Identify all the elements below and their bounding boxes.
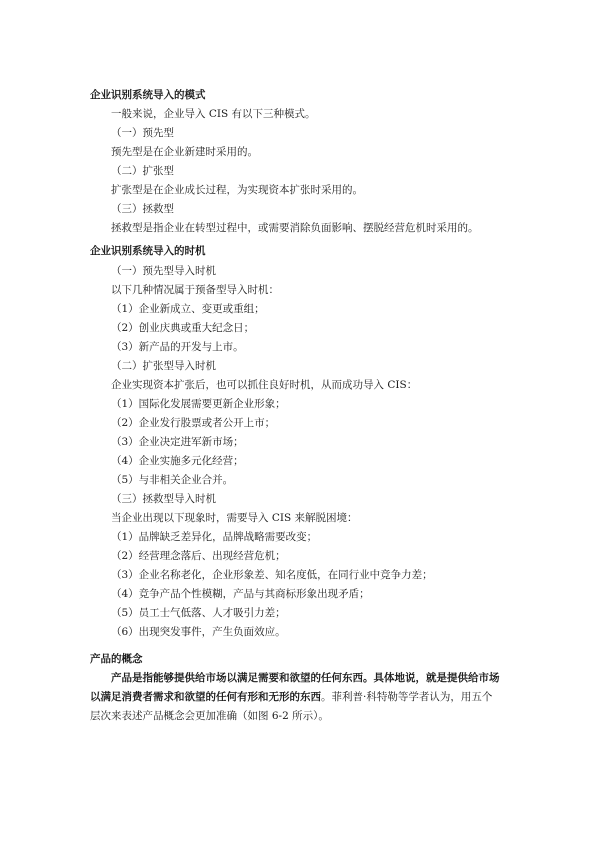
list-item: （2）企业发行股票或者公开上市； <box>111 417 276 429</box>
list-item: （1）国际化发展需要更新企业形象； <box>111 398 286 410</box>
list-item: （4）竞争产品个性模糊，产品与其商标形象出现矛盾； <box>111 588 370 600</box>
subheading: （二）扩张型 <box>111 165 174 177</box>
paragraph: 预先型是在企业新建时采用的。 <box>111 146 258 158</box>
paragraph-line <box>90 690 492 704</box>
section-heading-modes: 企业识别系统导入的模式 <box>90 89 206 101</box>
paragraph: 拯救型是指企业在转型过程中，或需要消除负面影响、摆脱经营危机时采用的。 <box>111 222 479 234</box>
list-item: （3）企业决定进军新市场； <box>111 436 244 448</box>
list-item: （6）出现突发事件，产生负面效应。 <box>111 626 286 638</box>
paragraph: 扩张型是在企业成长过程，为实现资本扩张时采用的。 <box>111 184 363 196</box>
subheading: （三）拯救型 <box>111 203 174 215</box>
list-item: （3）新产品的开发与上市。 <box>111 341 244 353</box>
subheading: （二）扩张型导入时机 <box>111 360 216 372</box>
list-item: （5）与非相关企业合并。 <box>111 474 234 486</box>
section-heading-product: 产品的概念 <box>90 653 143 665</box>
subheading: （一）预先型导入时机 <box>111 265 216 277</box>
list-item: （3）企业名称老化，企业形象差、知名度低，在同行业中竞争力差； <box>111 569 433 581</box>
list-item: （2）创业庆典或重大纪念日； <box>111 322 255 334</box>
subheading: （三）拯救型导入时机 <box>111 493 216 505</box>
subheading: （一）预先型 <box>111 127 174 139</box>
section-heading-timing: 企业识别系统导入的时机 <box>90 245 206 257</box>
paragraph-span: 。菲利普·科特勒等学者认为，用五个 <box>321 691 493 703</box>
list-item: （5）员工士气低落、人才吸引力差； <box>111 607 286 619</box>
paragraph-bold-span: 以满足消费者需求和欲望的任何有形和无形的东西 <box>90 691 321 703</box>
paragraph: 一般来说，企业导入 CIS 有以下三种模式。 <box>111 108 316 120</box>
paragraph: 当企业出现以下现象时，需要导入 CIS 来解脱困境： <box>111 512 358 524</box>
list-item: （1）企业新成立、变更或重组； <box>111 303 265 315</box>
paragraph: 企业实现资本扩张后，也可以抓住良好时机，从而成功导入 CIS： <box>111 379 418 391</box>
list-item: （4）企业实施多元化经营； <box>111 455 244 467</box>
paragraph: 以下几种情况属于预备型导入时机： <box>111 284 279 296</box>
list-item: （1）品牌缺乏差异化，品牌战略需要改变； <box>111 531 318 543</box>
paragraph-bold: 产品是指能够提供给市场以满足需要和欲望的任何东西。具体地说，就是提供给市场 <box>111 672 500 684</box>
list-item: （2）经营理念落后、出现经营危机； <box>111 550 286 562</box>
paragraph-line: 层次来表述产品概念会更加准确（如图 6-2 所示）。 <box>90 710 329 722</box>
